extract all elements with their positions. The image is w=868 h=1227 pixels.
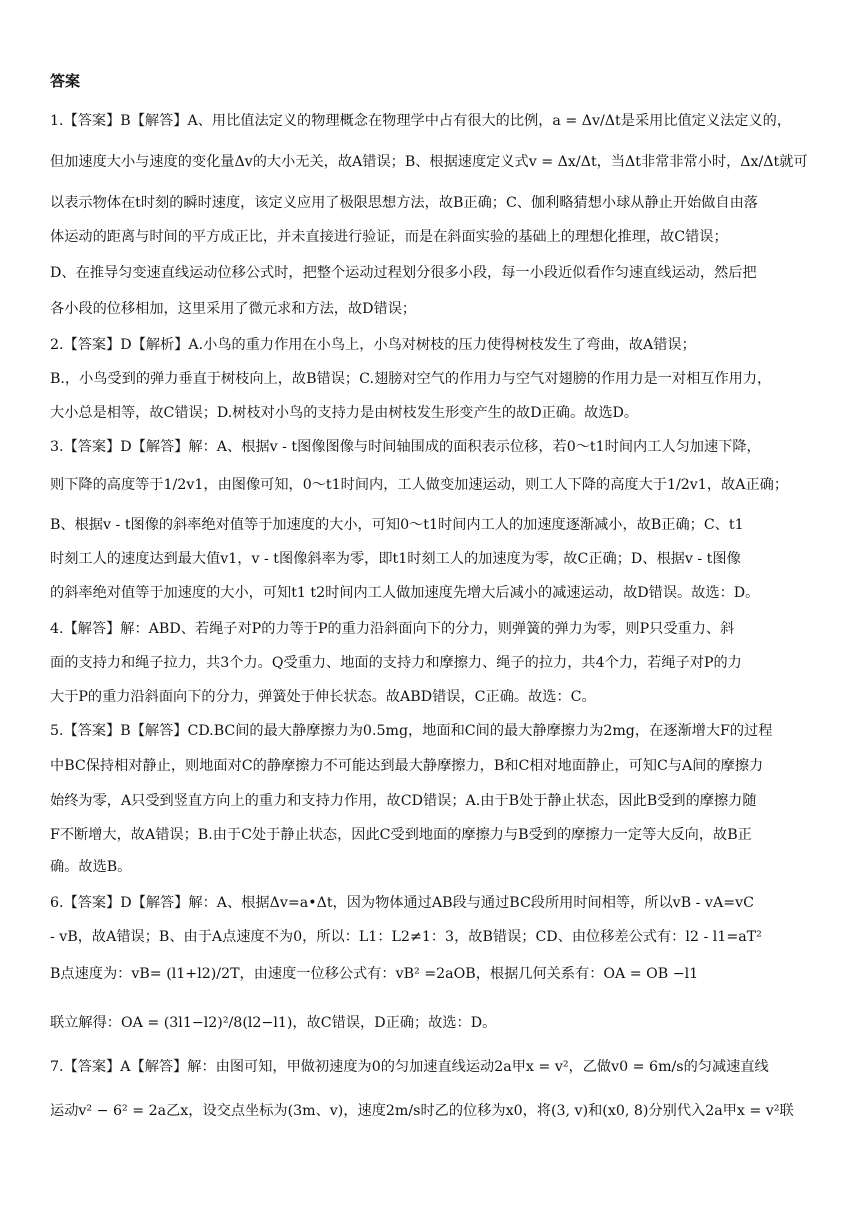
text-line: - vB，故A错误；B、由于A点速度不为0，所以：L1：L2≠1：3，故B错误；CD、由位移差公式有：l2 - l1=aT² — [50, 929, 762, 945]
text-line: 7.【答案】A【解答】解：由图可知，甲做初速度为0的匀加速直线运动2a甲x = v²，乙做v0 = 6m/s的匀减速直线 — [50, 1059, 769, 1075]
text-line: 大于P的重力沿斜面向下的分力，弹簧处于伸长状态。故ABD错误，C正确。故选：C。 — [50, 689, 596, 705]
text-line: 4.【解答】解：ABD、若绳子对P的力等于P的重力沿斜面向下的分力，则弹簧的弹力为零，则P只受重力、斜 — [50, 621, 735, 637]
text-line: 体运动的距离与时间的平方成正比，并未直接进行验证，而是在斜面实验的基础上的理想化推理，故C错误； — [50, 229, 728, 245]
text-line: 联立解得：OA = (3l1−l2)²/8(l2−l1)，故C错误，D正确；故选：D。 — [50, 1015, 497, 1031]
text-line: 各小段的位移相加，这里采用了微元求和方法，故D错误； — [50, 301, 417, 317]
text-line: 大小总是相等，故C错误；D.树枝对小鸟的支持力是由树枝发生形变产生的故D正确。故选D。 — [50, 405, 639, 421]
text-line: B.，小鸟受到的弹力垂直于树枝向上，故B错误；C.翅膀对空气的作用力与空气对翅膀的作用力是一对相互作用力， — [50, 371, 772, 387]
text-line: 1.【答案】B【解答】A、用比值法定义的物理概念在物理学中占有很大的比例，a = Δv/Δt是采用比值定义法定义的， — [50, 113, 792, 129]
text-line: 以表示物体在t时刻的瞬时速度，该定义应用了极限思想方法，故B正确；C、伽利略猜想小球从静止开始做自由落 — [50, 195, 758, 211]
text-line: 时刻工人的速度达到最大值v1，v - t图像斜率为零，即t1时刻工人的加速度为零，故C正确；D、根据v - t图像 — [50, 551, 741, 567]
text-line: D、在推导匀变速直线运动位移公式时，把整个运动过程划分很多小段，每一小段近似看作匀速直线运动，然后把 — [50, 265, 757, 281]
text-line: 的斜率绝对值等于加速度的大小，可知t1 t2时间内工人做加速度先增大后减小的减速运动，故D错误。故选：D。 — [50, 585, 760, 601]
text-line: 确。故选B。 — [50, 859, 132, 875]
text-line: 2.【答案】D【解析】A.小鸟的重力作用在小鸟上，小鸟对树枝的压力使得树枝发生了弯曲，故A错误； — [50, 337, 696, 353]
text-line: B点速度为：vB= (l1+l2)/2T，由速度一位移公式有：vB² =2aOB，根据几何关系有：OA = OB −l1 — [50, 966, 699, 982]
text-line: 6.【答案】D【解答】解：A、根据Δv=a•Δt，因为物体通过AB段与通过BC段所用时间相等，所以vB - vA=vC — [50, 895, 754, 911]
text-line: 3.【答案】D【解答】解：A、根据v - t图像图像与时间轴围成的面积表示位移，若0～t1时间内工人匀加速下降， — [50, 439, 761, 455]
text-line: 运动v² − 6² = 2a乙x，设交点坐标为(3m、v)，速度2m/s时乙的位移为x0，将(3, v)和(x0, 8)分别代入2a甲x = v²联 — [50, 1103, 794, 1119]
text-line: 5.【答案】B【解答】CD.BC间的最大静摩擦力为0.5mg，地面和C间的最大静摩擦力为2mg，在逐渐增大F的过程 — [50, 723, 773, 739]
text-line: 始终为零，A只受到竖直方向上的重力和支持力作用，故CD错误；A.由于B处于静止状态，因此B受到的摩擦力随 — [50, 793, 757, 809]
text-line: 中BC保持相对静止，则地面对C的静摩擦力不可能达到最大静摩擦力，B和C相对地面静止，可知C与A间的摩擦力 — [50, 758, 764, 774]
text-line: F不断增大，故A错误；B.由于C处于静止状态，因此C受到地面的摩擦力与B受到的摩擦力一定等大反向，故B正 — [50, 827, 752, 843]
page-title: 答案 — [50, 72, 81, 90]
text-line: B、根据v - t图像的斜率绝对值等于加速度的大小，可知0～t1时间内工人的加速度逐渐减小，故B正确；C、t1 — [50, 517, 744, 533]
text-line: 则下降的高度等于1/2v1，由图像可知，0～t1时间内，工人做变加速运动，则工人下降的高度大于1/2v1，故A正确； — [50, 477, 789, 493]
text-line: 面的支持力和绳子拉力，共3个力。Q受重力、地面的支持力和摩擦力、绳子的拉力，共4个力，若绳子对P的力 — [50, 655, 742, 671]
text-line: 但加速度大小与速度的变化量Δv的大小无关，故A错误；B、根据速度定义式v = Δx/Δt，当Δt非常非常小时，Δx/Δt就可 — [50, 154, 808, 170]
